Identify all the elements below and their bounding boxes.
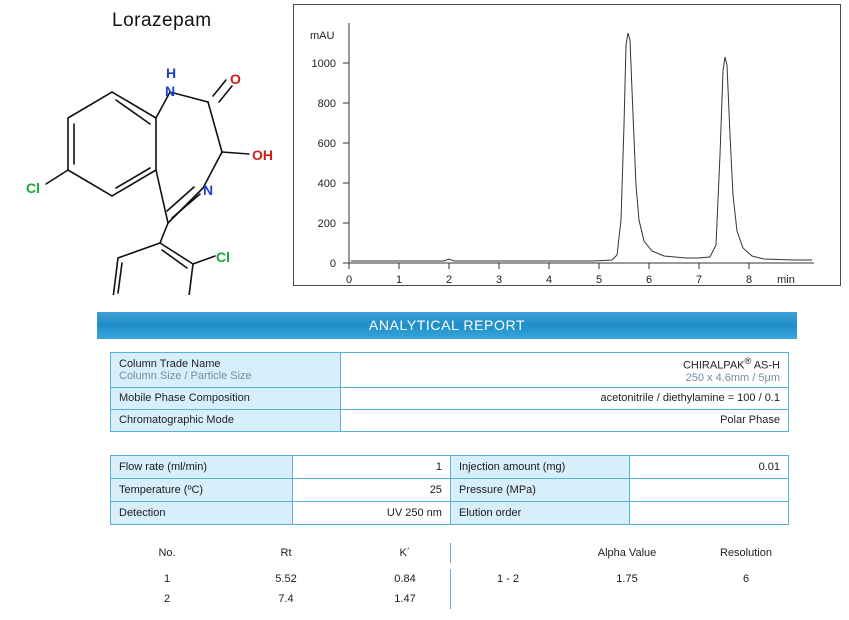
column-info-table (110, 352, 789, 432)
detection-label: Detection (111, 502, 293, 525)
header-no: No. (158, 547, 176, 559)
row2-pair (451, 589, 565, 609)
x-tick-0: 0 (345, 274, 353, 285)
trade-name-post: AS-H (751, 359, 780, 372)
x-tick-7: 7 (695, 274, 703, 285)
results-row-1-left (110, 569, 450, 589)
value-column-size-text: 250 x 4.6mm / 5μm (685, 371, 780, 384)
atom-label-oh: OH (252, 147, 273, 163)
row2-rt: 7.4 (278, 593, 294, 605)
table-row-flow-rate (111, 456, 789, 479)
atom-label-n2: N (203, 182, 214, 198)
row2-k: 1.47 (394, 593, 416, 605)
results-row-2-left (110, 589, 450, 609)
results-header-row (110, 543, 790, 563)
chrom-y-axis-label: mAU (310, 30, 335, 42)
header-alpha-value: Alpha Value (597, 547, 657, 559)
elution-order-value (630, 502, 789, 525)
mobile-phase-label: Mobile Phase Composition (111, 387, 341, 409)
header-pair (451, 543, 565, 563)
injection-amount-value: 0.01 (630, 456, 789, 479)
y-tick-200: 200 (317, 218, 336, 230)
x-tick-3: 3 (495, 274, 503, 285)
trade-name-pre: CHIRALPAK (682, 359, 745, 372)
row1-alpha: 1.75 (616, 573, 638, 585)
column-trade-name-label (111, 353, 341, 388)
row2-resolution (689, 589, 803, 609)
x-tick-8: 8 (745, 274, 753, 285)
row1-k: 0.84 (394, 573, 416, 585)
value-trade-name-text (349, 356, 780, 372)
row1-no: 1 (163, 573, 171, 585)
results-header-right (450, 543, 790, 563)
results-row-1 (110, 569, 790, 589)
chrom-x-axis-label: min (777, 274, 795, 285)
chemical-structure-diagram (0, 30, 290, 295)
label-trade-name-text: Column Trade Name (119, 357, 221, 370)
results-row-1-right (450, 569, 790, 589)
structure-svg (0, 30, 290, 295)
results-row-2-right (450, 589, 790, 609)
x-tick-1: 1 (395, 274, 403, 285)
atom-label-n1: N (165, 83, 176, 99)
row2-alpha (565, 589, 689, 609)
y-tick-600: 600 (317, 138, 336, 150)
atom-label-cl2: Cl (216, 249, 230, 265)
parameters-table (110, 455, 789, 525)
injection-amount-label: Injection amount (mg) (450, 456, 629, 479)
table-row-temperature (111, 479, 789, 502)
pressure-value (630, 479, 789, 502)
header-resolution: Resolution (720, 547, 772, 559)
chromatogram-svg (294, 5, 840, 285)
chromatographic-mode-label: Chromatographic Mode (111, 409, 341, 431)
registered-mark: ® (744, 356, 752, 366)
chromatogram-panel (293, 4, 841, 286)
row2-no: 2 (163, 593, 171, 605)
y-tick-0: 0 (329, 258, 336, 270)
results-header-left (110, 543, 450, 563)
chromatographic-mode-value: Polar Phase (341, 409, 789, 431)
y-tick-1000: 1000 (311, 58, 336, 70)
x-tick-6: 6 (645, 274, 653, 285)
atom-label-cl1: Cl (26, 180, 40, 196)
y-tick-800: 800 (317, 98, 336, 110)
label-column-size-text: Column Size / Particle Size (119, 369, 252, 382)
header-rt: Rt (280, 547, 292, 559)
temperature-value: 25 (292, 479, 450, 502)
x-tick-4: 4 (545, 274, 553, 285)
table-row-detection (111, 502, 789, 525)
y-tick-400: 400 (317, 178, 336, 190)
table-row-column-name (111, 353, 789, 388)
header-k: K´ (399, 547, 411, 559)
page-title: Lorazepam (112, 10, 212, 31)
elution-order-label: Elution order (450, 502, 629, 525)
table-row-mobile-phase (111, 387, 789, 409)
flow-rate-label: Flow rate (ml/min) (111, 456, 293, 479)
temperature-label: Temperature (ºC) (111, 479, 293, 502)
column-trade-name-value (341, 353, 789, 388)
analytical-report-header: ANALYTICAL REPORT (97, 312, 797, 339)
row1-pair: 1 - 2 (496, 573, 519, 585)
flow-rate-value: 1 (292, 456, 450, 479)
table-row-chromatographic-mode (111, 409, 789, 431)
atom-label-o: O (230, 71, 241, 87)
detection-value: UV 250 nm (292, 502, 450, 525)
row1-resolution: 6 (742, 573, 750, 585)
results-row-2 (110, 589, 790, 609)
pressure-label: Pressure (MPa) (450, 479, 629, 502)
results-section (110, 543, 790, 609)
row1-rt: 5.52 (275, 573, 297, 585)
x-tick-5: 5 (595, 274, 603, 285)
atom-label-h: H (166, 65, 177, 81)
x-tick-2: 2 (445, 274, 453, 285)
mobile-phase-value: acetonitrile / diethylamine = 100 / 0.1 (341, 387, 789, 409)
chromatogram-trace (351, 33, 812, 261)
